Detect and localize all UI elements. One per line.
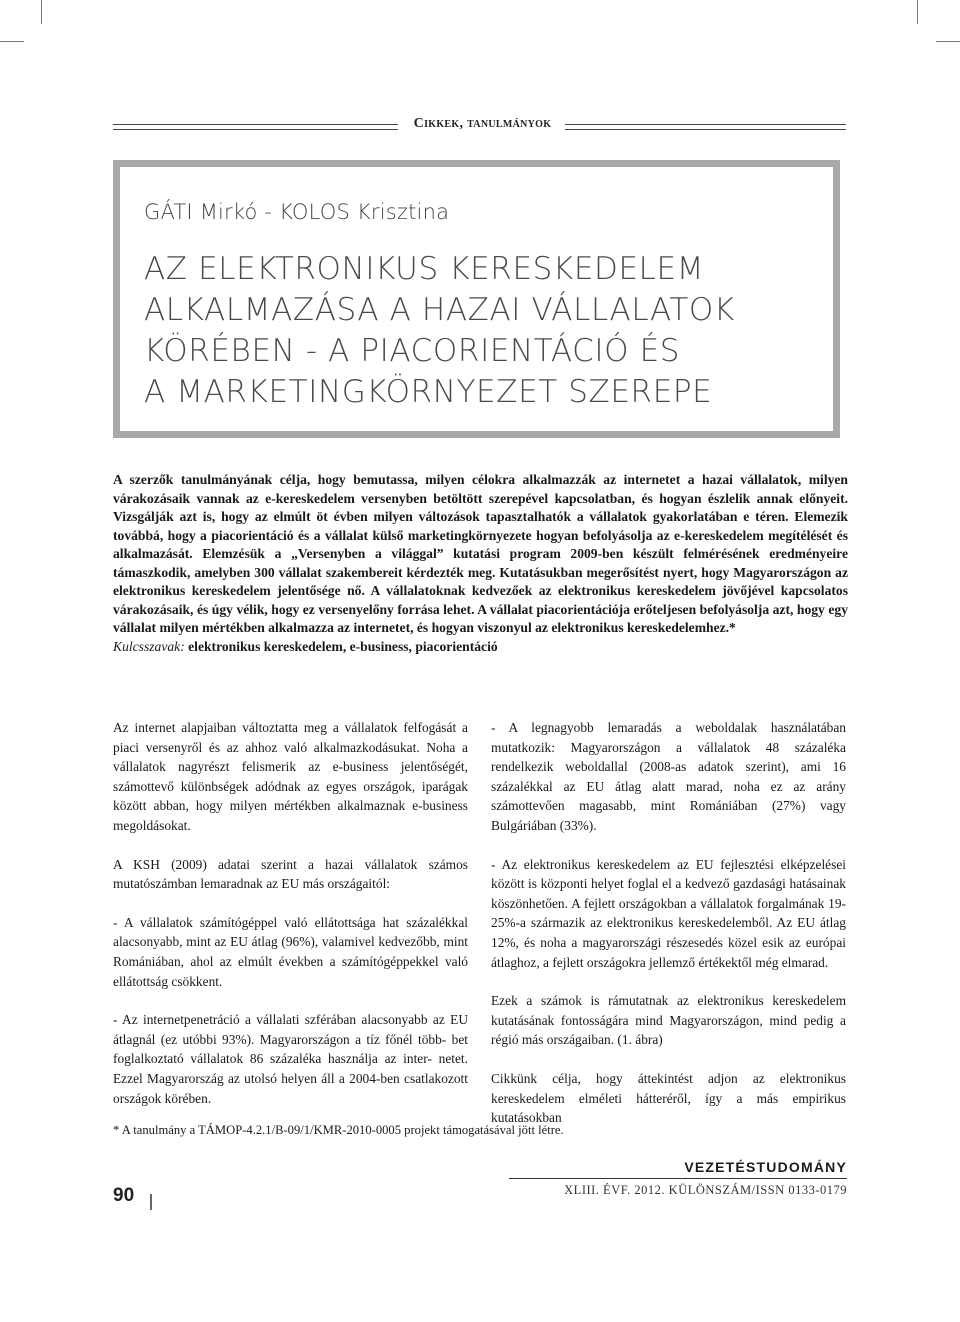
paragraph: Cikkünk célja, hogy áttekintést adjon az elektronikus kereskedelem elméleti hátteréről, így a más empirikus kutatásokban [491, 1070, 846, 1126]
paragraph: Az internet alapjaiban változtatta meg a vállalatok felfogását a piaci versenyről és az ahhoz való alkalmazkodásukat. Noha a vállalatok nagyrészt felismerik az e-business jelentőségét, számottevő különbségek adódnak az egyes országok, iparágak között abban, hogy milyen mértékben alkalmaznak e-business megoldásokat. [113, 720, 468, 833]
abstract [113, 471, 848, 656]
paragraph: - Az internetpenetráció a vállalati szférában alacsonyabb az EU átlagnál (ez utóbbi 93%). Magyarországon a tíz főnél több- bet foglalkoztató vállalatok 86 százaléka használja az inter- netet. Ezzel Magyarország az utolsó helyen áll a 2004-ben csatlakozott országok körében. [113, 1012, 468, 1106]
keywords-line [113, 638, 848, 657]
body-column-right [491, 718, 846, 1147]
section-header [113, 116, 846, 140]
journal-footer [509, 1159, 847, 1198]
paragraph: - A vállalatok számítógéppel való ellátottsága hat százalékkal alacsonyabb, mint az EU átlag (96%), valamivel kedvezőbb, mint Romániában, ahol az elmúlt években a számítógéppekkel való ellátottság csökkent. [113, 914, 468, 989]
crop-mark [917, 0, 918, 24]
body-column-left [113, 718, 468, 1127]
title-line: KÖRÉBEN - A PIACORIENTÁCIÓ ÉS [144, 333, 681, 369]
paragraph: - Az elektronikus kereskedelem az EU fejlesztési elképzelései között is központi helyet foglal el a kedvező gazdasági hatásainak köszönhetően. A fejlett országokban a vállalatok forgalmának 19-25%-a származik az elektronikus kereskedelemből. Az EU átlag 12%, és noha a magyarországi részesedés közel esik az európai átlaghoz, a fejlett országokra jellemző értékektől még elmarad. [491, 856, 846, 970]
crop-mark [41, 0, 42, 24]
keywords-label: Kulcsszavak: [113, 638, 185, 654]
crop-mark [936, 41, 960, 42]
title-line: A MARKETINGKÖRNYEZET SZEREPE [144, 374, 713, 410]
header-rule-right [565, 124, 846, 130]
section-label: Cikkek, tanulmányok [413, 116, 552, 131]
header-rule-left [113, 124, 398, 130]
title-line: AZ ELEKTRONIKUS KERESKEDELEM [144, 251, 705, 287]
page-number-divider [150, 1194, 152, 1210]
title-line: ALKALMAZÁSA A HAZAI VÁLLALATOK [144, 292, 735, 328]
page-number: 90 [113, 1185, 135, 1206]
issue-info: XLIII. ÉVF. 2012. KÜLÖNSZÁM/ISSN 0133-0179 [564, 1183, 847, 1197]
abstract-text: A szerzők tanulmányának célja, hogy bemutassa, milyen célokra alkalmazzák az internetet a hazai vállalatok, milyen várakozásaik vannak az e-kereskedelem versenyben betöltött szerepével kapcsolatban, és hogyan észlelik annak előnyeit. Vizsgálják azt is, hogy az elmúlt öt évben milyen változások tapasztalhatók a vállalatok gyakorlatában e téren. Elemezik továbbá, hogy a piacorientáció és a vállalat külső marketingkörnyezete hogyan befolyásolja az e-kereskedelem megítélését és alkalmazását. Elemzésük a „Versenyben a világgal” kutatási program 2009-ben készült felmérésének eredményeire támaszkodik, amelyben 300 vállalat szakembereit kérdezték meg. Kutatásukban megerősítést nyert, hogy Magyarországon az elektronikus kereskedelem jelentősége nő. A vállalatoknak kedvezőek az elektronikus kereskedelem jövőjével kapcsolatos várakozásaik, és úgy vélik, hogy ez versenyelőny forrása lehet. A vállalat piacorientációja erőteljesen befolyásolja azt, hogy egy vállalat milyen mértékben alkalmazza az internetet, és hogyan viszonyul az elektronikus kereskedelemhez.* [113, 472, 848, 635]
article-authors: GÁTI Mirkó - KOLOS Krisztina [144, 200, 450, 224]
paragraph: Ezek a számok is rámutatnak az elektronikus kereskedelem kutatásának fontosságára mind Magyarországon, mind pedig a régió más országaiban. (1. ábra) [491, 993, 846, 1048]
journal-name: VEZETÉSTUDOMÁNY [684, 1159, 847, 1175]
footnote: * A tanulmány a TÁMOP-4.2.1/B-09/1/KMR-2010-0005 projekt támogatásával jött létre. [113, 1123, 564, 1137]
paragraph: A KSH (2009) adatai szerint a hazai vállalatok számos mutatószámban lemaradnak az EU más országaitól: [113, 856, 468, 892]
journal-rule [509, 1178, 847, 1179]
paragraph: - A legnagyobb lemaradás a weboldalak használatában mutatkozik: Magyarországon a vállalatok 48 százaléka rendelkezik weboldallal (2008-as adatok szerint), ami 16 százalékkal az EU átlag alatt marad, noha ez az arány számottevően magasabb, mint Romániában (27%) vagy Bulgáriában (33%). [491, 720, 846, 833]
article-title [144, 249, 824, 413]
crop-mark [0, 41, 24, 42]
keywords-value: elektronikus kereskedelem, e-business, piacorientáció [188, 638, 498, 654]
